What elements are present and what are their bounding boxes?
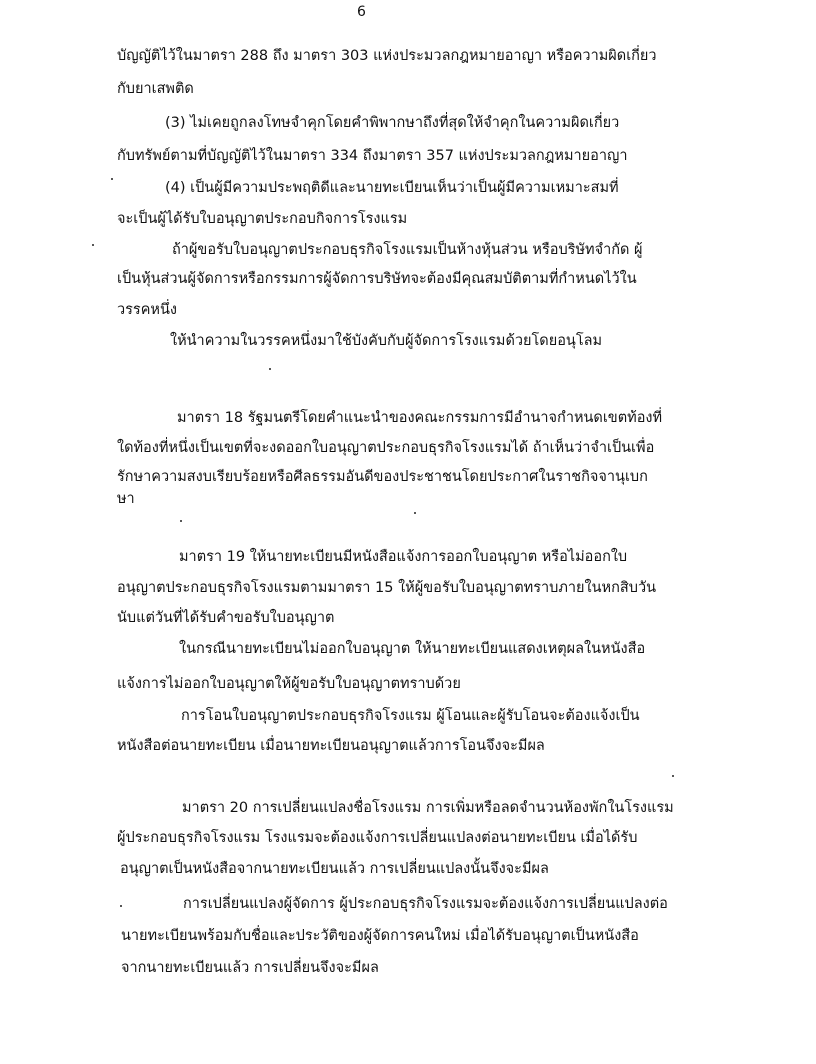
text-line-8: เป็นหุ้นส่วนผู้จัดการหรือกรรมการผู้จัดการบริษัทจะต้องมีคุณสมบัติตามที่กำหนดไว้ใน: [117, 271, 637, 287]
text-line-4: กับทรัพย์ตามที่บัญญัติไว้ในมาตรา 334 ถึงมาตรา 357 แห่งประมวลกฎหมายอาญา: [117, 148, 628, 164]
text-line-3: (3) ไม่เคยถูกลงโทษจำคุกโดยคำพิพากษาถึงที่สุดให้จำคุกในความผิดเกี่ยว: [165, 115, 620, 131]
page-number: 6: [357, 4, 366, 20]
text-line-2: กับยาเสพติด: [117, 81, 194, 97]
scan-speck: [672, 775, 674, 777]
text-line-14: ษา: [117, 491, 135, 507]
text-line-13: รักษาความสงบเรียบร้อยหรือศีลธรรมอันดีของประชาชนโดยประกาศในราชกิจจานุเบก: [117, 469, 648, 485]
text-line-10: ให้นำความในวรรคหนึ่งมาใช้บังคับกับผู้จัดการโรงแรมด้วยโดยอนุโลม: [170, 333, 603, 349]
text-line-17: นับแต่วันที่ได้รับคำขอรับใบอนุญาต: [117, 610, 335, 626]
scan-speck: [269, 368, 271, 370]
text-line-7: ถ้าผู้ขอรับใบอนุญาตประกอบธุรกิจโรงแรมเป็นห้างหุ้นส่วน หรือบริษัทจำกัด ผู้: [172, 242, 643, 258]
scan-speck: [120, 905, 122, 907]
scan-speck: [111, 178, 113, 180]
text-line-22: มาตรา 20 การเปลี่ยนแปลงชื่อโรงแรม การเพิ่มหรือลดจำนวนห้องพักในโรงแรม: [182, 800, 674, 816]
text-line-6: จะเป็นผู้ได้รับใบอนุญาตประกอบกิจการโรงแรม: [117, 211, 408, 227]
scan-speck: [92, 244, 94, 246]
text-line-19: แจ้งการไม่ออกใบอนุญาตให้ผู้ขอรับใบอนุญาตทราบด้วย: [117, 676, 461, 692]
text-line-27: จากนายทะเบียนแล้ว การเปลี่ยนจึงจะมีผล: [121, 960, 379, 976]
text-line-15: มาตรา 19 ให้นายทะเบียนมีหนังสือแจ้งการออกใบอนุญาต หรือไม่ออกใบ: [179, 549, 628, 565]
text-line-25: การเปลี่ยนแปลงผู้จัดการ ผู้ประกอบธุรกิจโรงแรมจะต้องแจ้งการเปลี่ยนแปลงต่อ: [183, 896, 668, 912]
text-line-24: อนุญาตเป็นหนังสือจากนายทะเบียนแล้ว การเปลี่ยนแปลงนั้นจึงจะมีผล: [120, 861, 549, 877]
text-line-12: ใดท้องที่หนึ่งเป็นเขตที่จะงดออกใบอนุญาตประกอบธุรกิจโรงแรมได้ ถ้าเห็นว่าจำเป็นเพื่อ: [117, 440, 655, 456]
text-line-18: ในกรณีนายทะเบียนไม่ออกใบอนุญาต ให้นายทะเบียนแสดงเหตุผลในหนังสือ: [179, 641, 646, 657]
text-line-5: (4) เป็นผู้มีความประพฤติดีและนายทะเบียนเห็นว่าเป็นผู้มีความเหมาะสมที่: [165, 180, 619, 196]
text-line-21: หนังสือต่อนายทะเบียน เมื่อนายทะเบียนอนุญาตแล้วการโอนจึงจะมีผล: [117, 738, 545, 754]
text-line-16: อนุญาตประกอบธุรกิจโรงแรมตามมาตรา 15 ให้ผู้ขอรับใบอนุญาตทราบภายในหกสิบวัน: [117, 580, 656, 596]
text-line-9: วรรคหนึ่ง: [117, 302, 177, 318]
text-line-20: การโอนใบอนุญาตประกอบธุรกิจโรงแรม ผู้โอนและผู้รับโอนจะต้องแจ้งเป็น: [181, 708, 640, 724]
text-line-23: ผู้ประกอบธุรกิจโรงแรม โรงแรมจะต้องแจ้งการเปลี่ยนแปลงต่อนายทะเบียน เมื่อได้รับ: [117, 830, 638, 846]
scan-speck: [180, 520, 182, 522]
text-line-11: มาตรา 18 รัฐมนตรีโดยคำแนะนำของคณะกรรมการมีอำนาจกำหนดเขตท้องที่: [177, 410, 663, 426]
scan-speck: [414, 512, 416, 514]
text-line-26: นายทะเบียนพร้อมกับชื่อและประวัติของผู้จัดการคนใหม่ เมื่อได้รับอนุญาตเป็นหนังสือ: [121, 928, 639, 944]
text-line-1: บัญญัติไว้ในมาตรา 288 ถึง มาตรา 303 แห่งประมวลกฎหมายอาญา หรือความผิดเกี่ยว: [117, 48, 657, 64]
